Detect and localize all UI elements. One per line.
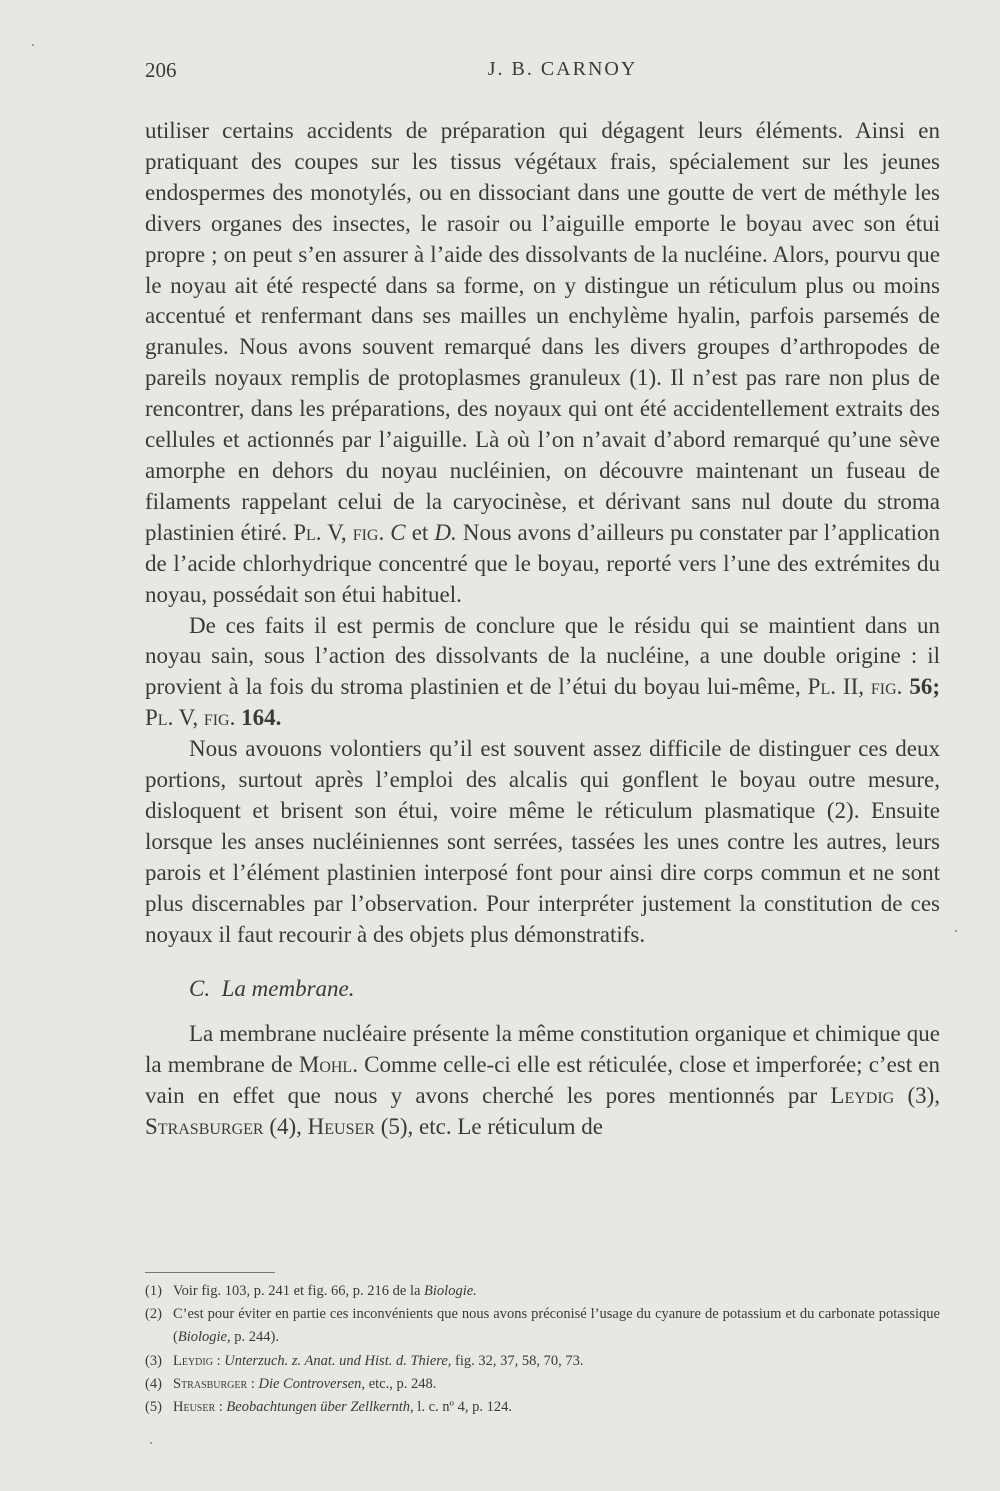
- footnote-4: (4) Strasburger : Die Controversen, etc., p. 248.: [145, 1375, 437, 1392]
- running-head: J. B. CARNOY: [487, 58, 638, 80]
- footnote-rule: [145, 1272, 275, 1273]
- footnotes: [145, 1280, 940, 1419]
- footnote-5: (5) Heuser : Beobachtungen über Zellkernth, l. c. nº 4, p. 124.: [145, 1399, 513, 1416]
- body-text: [145, 116, 940, 1143]
- paragraph-3: Nous avouons volontiers qu’il est souvent assez difficile de distinguer ces deux portions, surtout après l’emploi des alcalis qui gonflent le boyau outre mesure, disloquent et brisent son étui, voire même le réticulum plasmatique (2). Ensuite lorsque les anses nucléiniennes sont serrées, tassées les unes contre les autres, leurs parois et l’élément plastinien interposé font pour ainsi dire corps commun et ne sont plus discernables par l’observation. Pour interpréter justement la constitution de ces noyaux il faut recourir à des objets plus démonstratifs.: [145, 736, 940, 947]
- paragraph-4: La membrane nucléaire présente la même constitution organique et chimique que la membrane de Mohl. Comme celle-ci elle est réticulée, close et imperforée; c’est en vain en effet que nous y avons cherché les pores mentionnés par Leydig (3), Strasburger (4), Heuser (5), etc. Le réticulum de: [145, 1021, 941, 1140]
- page-number: 206: [145, 58, 177, 82]
- page-header: [145, 58, 940, 88]
- paper-speck: [955, 930, 957, 932]
- section-heading: C. La membrane.: [189, 976, 355, 1002]
- footnote-1: (1) Voir fig. 103, p. 241 et fig. 66, p. 216 de la Biologie.: [145, 1283, 477, 1299]
- paragraph-1: utiliser certains accidents de préparation qui dégagent leurs éléments. Ainsi en pratiquant des coupes sur les tissus végétaux frais, spécialement sur les jeunes endospermes des monotylés, ou en dissociant dans une goutte de vert de méthyle les divers organes des insectes, le rasoir ou l’aiguille emporte le boyau avec son étui propre ; on peut s’en assurer à l’aide des dissolvants de la nucléine. Alors, pourvu que le noyau ait été respecté dans sa forme, on y distingue un réticulum plus ou moins accentué et renfermant dans ses mailles un enchylème hyalin, parfois parsemés de granules. Nous avons souvent remarqué dans les divers groupes d’arthropodes de pareils noyaux remplis de protoplasmes granuleux (1). Il n’est pas rare non plus de rencontrer, dans les préparations, des noyaux qui ont été accidentellement extraits des cellules et actionnés par l’aiguille. Là où l’on n’avait d’abord remarqué qu’une sève amorphe en dehors du noyau nucléinien, on découvre maintenant un fuseau de filaments rappelant celui de la caryocinèse, et dérivant sans nul doute du stroma plastinien étiré. Pl. V, fig. C et D. Nous avons d’ailleurs pu constater par l’application de l’acide chlorhydrique concentré que le boyau, reporté vers l’une des extrémites du noyau, possédait son étui habituel.: [145, 118, 941, 607]
- paper-speck: [32, 44, 34, 46]
- footnote-3: (3) Leydig : Unterzuch. z. Anat. und Hist. d. Thiere, fig. 32, 37, 58, 70, 73.: [145, 1352, 584, 1369]
- paper-speck: [150, 1442, 152, 1444]
- paragraph-2: De ces faits il est permis de conclure que le résidu qui se maintient dans un noyau sain, sous l’action des dissolvants de la nucléine, a une double origine : il provient à la fois du stroma plastinien et de l’étui du boyau lui-même, Pl. II, fig. 56; Pl. V, fig. 164.: [145, 612, 940, 731]
- footnote-2: (2) C’est pour éviter en partie ces inconvénients que nous avons préconisé l’usage du cyanure de potassium et du carbonate potassique (Biologie, p. 244).: [145, 1306, 940, 1346]
